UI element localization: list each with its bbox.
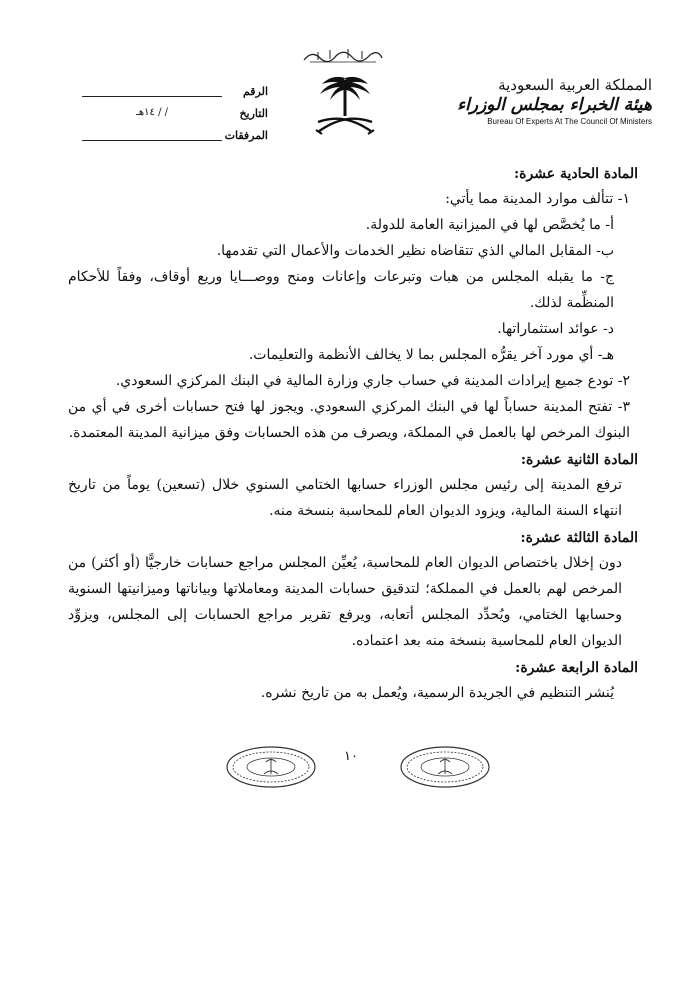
article-14-text: يُنشر التنظيم في الجريدة الرسمية، ويُعمل به من تاريخ نشره.: [260, 685, 614, 701]
kingdom-name: المملكة العربية السعودية: [498, 76, 652, 94]
ref-number-row: [78, 80, 268, 102]
attachments-row: [78, 124, 268, 146]
article-13-text: دون إخلال باختصاص الديوان العام للمحاسبة، يُعيِّن المجلس مراجع حسابات خارجيًّا (أو أكثر) من المرخص لهم بالعمل في المملكة؛ لتدقيق حسابات المدينة ومعاملاتها وبياناتها وميزانيتها السنوية وحسابها الختامي، ويُحدِّد المجلس أتعابه، ويرفع تقرير مراجع الحسابات إلى المجلس، ويزوِّد الديوان العام للمحاسبة بنسخة منه بعد اعتماده.: [68, 555, 622, 649]
article-11-item: هـ- أي مورد آخر يقرُّه المجلس بما لا يخالف الأنظمة والتعليمات.: [248, 347, 614, 363]
article-11-item: أ- ما يُخصَّص لها في الميزانية العامة للدولة.: [365, 217, 614, 233]
date-row: [78, 102, 268, 124]
official-seal-icon: [398, 744, 492, 790]
article-11-clause-3: ٣- تفتح المدينة حساباً لها في البنك المركزي السعودي. ويجوز لها فتح حسابات أخرى في أي من البنوك المرخص لها بالعمل في المملكة، ويصرف من هذه الحسابات وفق ميزانية المدينة المعتمدة.: [68, 399, 630, 441]
article-11-intro: ١- تتألف موارد المدينة مما يأتي:: [445, 191, 630, 207]
issuer-header: [452, 76, 652, 128]
bureau-name-english: Bureau Of Experts At The Council Of Ministers: [487, 117, 652, 126]
article-12-text: ترفع المدينة إلى رئيس مجلس الوزراء حسابها الختامي السنوي خلال (تسعين) يوماً من تاريخ انتهاء السنة المالية، ويزود الديوان العام للمحاسبة بنسخة منه.: [68, 477, 622, 519]
ref-number-label: الرقم: [242, 84, 268, 98]
palm-swords-emblem-icon: [310, 72, 380, 138]
attachments-line: [82, 130, 222, 141]
article-11-item: ب- المقابل المالي الذي تتقاضاه نظير الخدمات والأعمال التي تقدمها.: [216, 243, 614, 259]
ref-number-line: [82, 86, 222, 97]
bureau-name-arabic: هيئة الخبراء بمجلس الوزراء: [457, 95, 652, 115]
page-number: ١٠: [344, 749, 358, 764]
article-12-heading: المادة الثانية عشرة:: [520, 452, 638, 468]
article-11-item: د- عوائد استثماراتها.: [497, 321, 614, 337]
date-label: التاريخ: [239, 106, 268, 120]
article-11-heading: المادة الحادية عشرة:: [514, 166, 638, 182]
basmala-calligraphy: [300, 44, 386, 66]
article-13-heading: المادة الثالثة عشرة:: [520, 530, 638, 546]
attachments-label: المرفقات: [224, 128, 268, 142]
article-11-clause-2: ٢- تودع جميع إيرادات المدينة في حساب جاري وزارة المالية في البنك المركزي السعودي.: [115, 373, 630, 389]
document-body: [68, 160, 638, 706]
reference-fields: [78, 80, 268, 146]
official-seal-icon: [224, 744, 318, 790]
article-14-heading: المادة الرابعة عشرة:: [515, 660, 638, 676]
article-11-item: ج- ما يقبله المجلس من هبات وتبرعات وإعانات ومنح ووصـــايا وريع أوقاف، وفقاً للأحكام المنظِّمة لذلك.: [68, 269, 614, 311]
date-value: / / ١٤هـ: [135, 107, 169, 118]
